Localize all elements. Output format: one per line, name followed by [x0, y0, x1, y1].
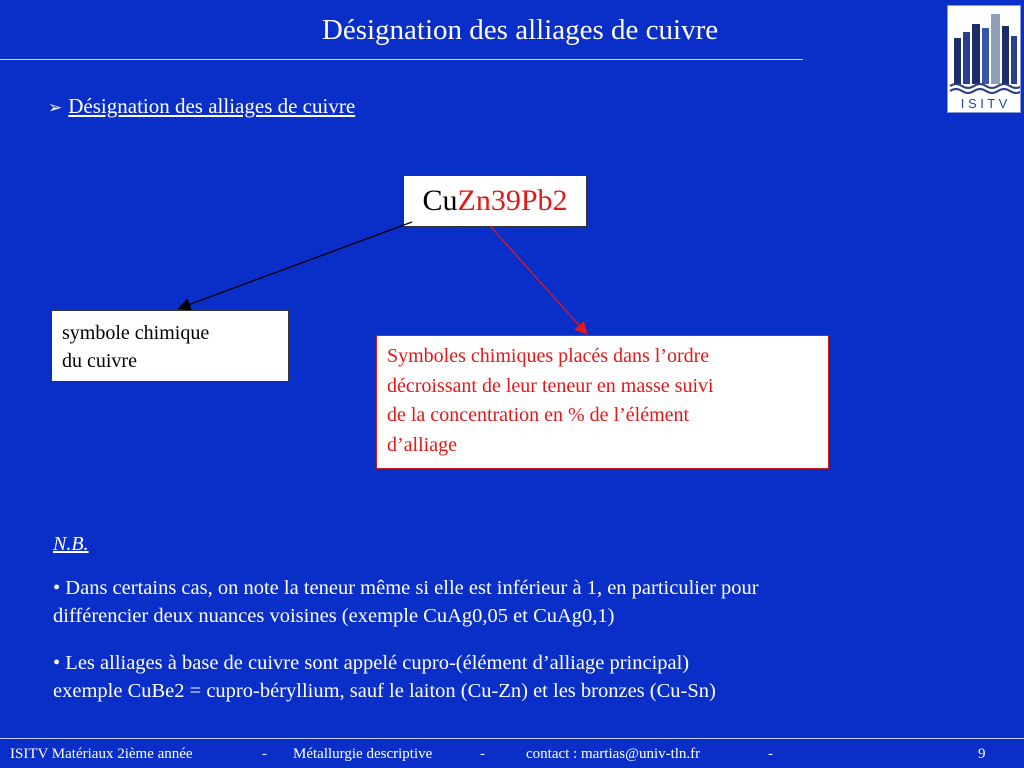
alloying-line-2: décroissant de leur teneur en masse suivi — [387, 374, 714, 397]
note-1-line-2: différencier deux nuances voisines (exemple CuAg0,05 et CuAg0,1) — [53, 605, 615, 627]
logo-text: I S I T V — [960, 96, 1008, 111]
footer-divider — [0, 738, 1024, 739]
nb-label: N.B. — [53, 533, 89, 555]
base-symbol-box — [51, 310, 289, 382]
alloying-line-1: Symboles chimiques placés dans l’ordre — [387, 345, 710, 367]
arrow-to-base-symbol — [180, 222, 412, 308]
footer-separator: - — [262, 746, 267, 762]
footer-subject: Métallurgie descriptive — [293, 746, 433, 762]
formula-alloying-elements: Zn39Pb2 — [457, 184, 568, 217]
formula-base-element: Cu — [422, 184, 458, 217]
note-1-line-1: • Dans certains cas, on note la teneur même si elle est inférieur à 1, en particulier pour — [53, 577, 759, 599]
alloying-line-3: de la concentration en % de l’élément — [387, 404, 690, 426]
note-paragraph-1 — [53, 574, 983, 630]
alloying-elements-box — [376, 335, 829, 469]
arrow-to-alloying-elements — [490, 226, 586, 333]
footer-separator: - — [480, 746, 485, 762]
note-2-line-2: exemple CuBe2 = cupro-béryllium, sauf le laiton (Cu-Zn) et les bronzes (Cu-Sn) — [53, 680, 716, 702]
base-symbol-line-1: symbole chimique — [62, 322, 210, 344]
alloying-line-4: d’alliage — [387, 433, 457, 456]
footer-course: ISITV Matériaux 2ième année — [10, 746, 193, 762]
footer-contact: contact : martias@univ-tln.fr — [526, 746, 701, 762]
slide-title: Désignation des alliages de cuivre — [321, 14, 719, 46]
section-heading-label: Désignation des alliages de cuivre — [68, 94, 356, 118]
page-number: 9 — [978, 746, 986, 762]
arrow-bullet-icon: ➢ — [48, 98, 63, 118]
note-2-line-1: • Les alliages à base de cuivre sont appelé cupro-(élément d’alliage principal) — [53, 652, 690, 674]
footer-separator: - — [768, 746, 773, 762]
base-symbol-line-2: du cuivre — [62, 350, 137, 372]
note-paragraph-2 — [53, 649, 983, 705]
